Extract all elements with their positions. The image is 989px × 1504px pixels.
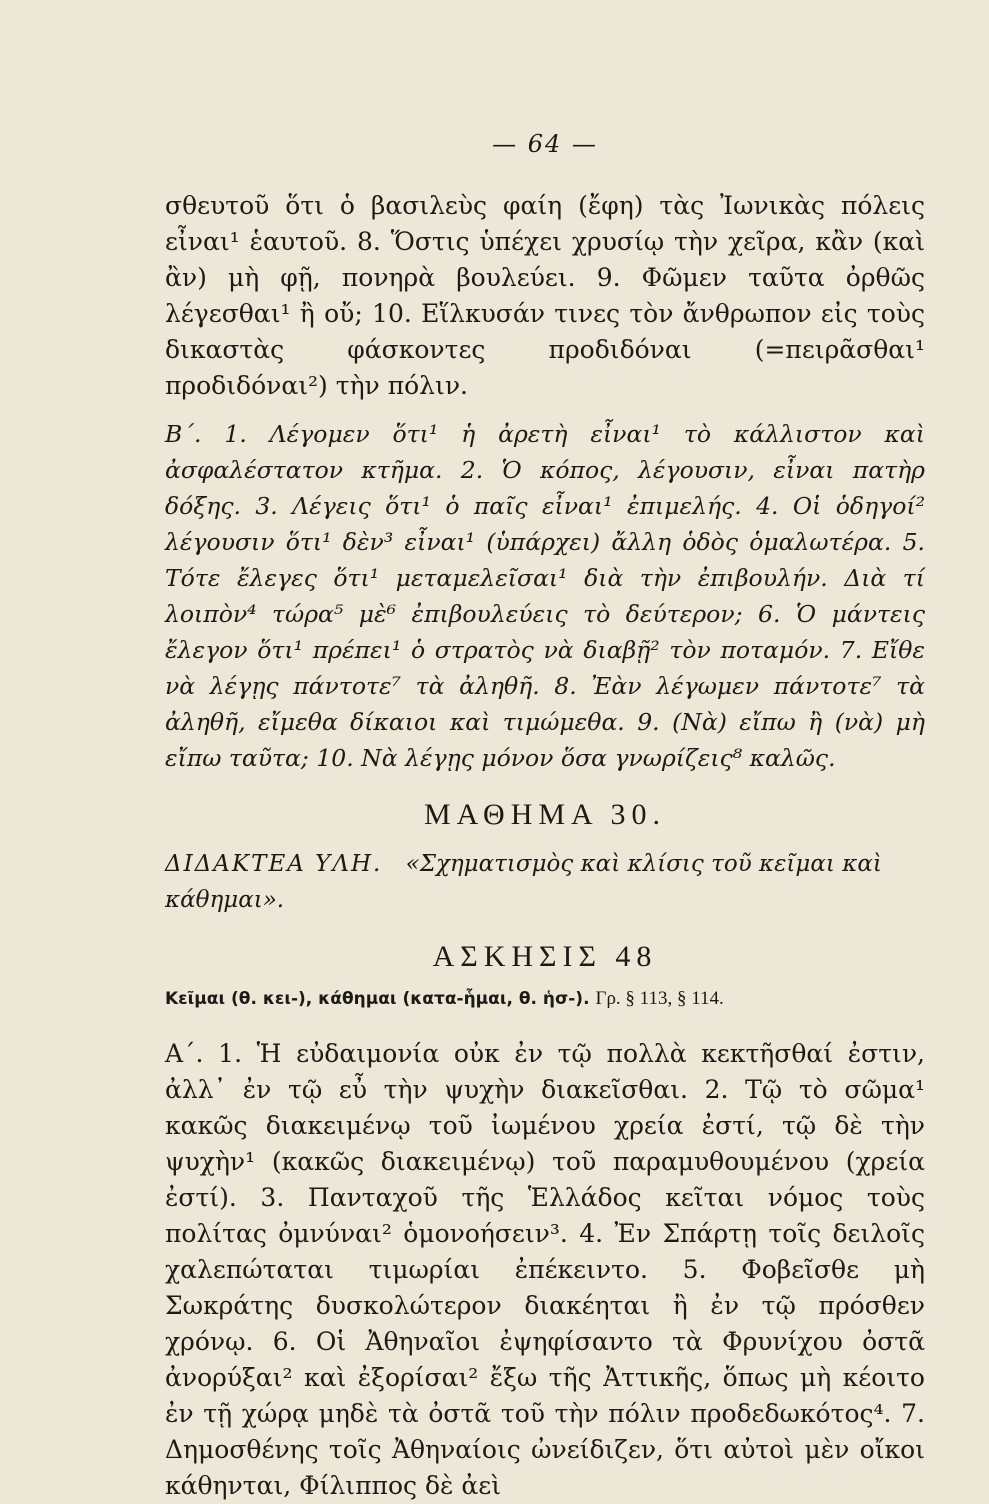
paragraph-section-b: Β΄. 1. Λέγομεν ὅτι¹ ἡ ἀρετὴ εἶναι¹ τὸ κάλλιστον καὶ ἀσφαλέστατον κτῆμα. 2. Ὁ κόπος, λέγουσιν, εἶναι πατὴρ δόξης. 3. Λέγεις ὅτι¹ ὁ παῖς εἶναι¹ ἐπιμελής. 4. Οἱ ὁδηγοί² λέγουσιν ὅτι¹ δὲν³ εἶναι¹ (ὑπάρχει) ἄλλη ὁδὸς ὁμαλωτέρα. 5. Τότε ἔλεγες ὅτι¹ μεταμελεῖσαι¹ διὰ τὴν ἐπιβουλήν. Διὰ τί λοιπὸν⁴ τώρα⁵ μὲ⁶ ἐπιβουλεύεις τὸ δεύτερον; 6. Ὁ μάντεις ἔλεγον ὅτι¹ πρέπει¹ ὁ στρατὸς νὰ διαβῇ² τὸν ποταμόν. 7. Εἴθε νὰ λέγῃς πάντοτε⁷ τὰ ἀληθῆ. 8. Ἐὰν λέγωμεν πάντοτε⁷ τὰ ἀληθῆ, εἴμεθα δίκαιοι καὶ τιμώμεθα. 9. (Νὰ) εἴπω ἢ (νὰ) μὴ εἴπω ταῦτα; 10. Νὰ λέγῃς μόνον ὅσα γνωρίζεις⁸ καλῶς.: [165, 420, 925, 772]
grammar-reference: Γρ. § 113, § 114.: [595, 988, 724, 1009]
paragraph-section-a: Α΄. 1. Ἡ εὐδαιμονία οὐκ ἐν τῷ πολλὰ κεκτῆσθαί ἐστιν, ἀλλ᾽ ἐν τῷ εὖ τὴν ψυχὴν διακεῖσθαι. 2. Τῷ τὸ σῶμα¹ κακῶς διακειμένῳ τοῦ ἰωμένου χρεία ἐστί, τῷ δὲ τὴν ψυχὴν¹ (κακῶς διακειμένῳ) τοῦ παραμυθουμένου (χρεία ἐστί). 3. Πανταχοῦ τῆς Ἑλλάδος κεῖται νόμος τοὺς πολίτας ὀμνύναι² ὁμονοήσειν³. 4. Ἐν Σπάρτῃ τοῖς δειλοῖς χαλεπώταται τιμωρίαι ἐπέκειντο. 5. Φοβεῖσθε μὴ Σωκράτης δυσκολώτερον διακέηται ἢ ἐν τῷ πρόσθεν χρόνῳ. 6. Οἱ Ἀθηναῖοι ἐψηφίσαντο τὰ Φρυνίχου ὀστᾶ ἀνορύξαι² καὶ ἐξορίσαι² ἔξω τῆς Ἀττικῆς, ὅπως μὴ κέοιτο ἐν τῇ χώρᾳ μηδὲ τὰ ὀστᾶ τοῦ τὴν πόλιν προδεδωκότος⁴. 7. Δημοσθένης τοῖς Ἀθηναίοις ὠνείδιζεν, ὅτι αὐτοὶ μὲν οἴκοι κάθηνται, Φίλιππος δὲ ἀεὶ: [165, 1039, 925, 1500]
didaktea-line: [165, 846, 925, 918]
forms-text: Κεῖμαι (θ. κει-), κάθημαι (κατα-ἧμαι, θ. ἡσ-).: [165, 989, 590, 1009]
lesson-heading: ΜΑΘΗΜΑ 30.: [423, 798, 667, 831]
didaktea-label: ΔΙΔΑΚΤΕΑ ΥΛΗ.: [165, 851, 383, 877]
forms-line: [165, 988, 925, 1010]
paragraph-continuation: σθευτοῦ ὅτι ὁ βασιλεὺς φαίη (ἔφη) τὰς Ἰωνικὰς πόλεις εἶναι¹ ἑαυτοῦ. 8. Ὅστις ὑπέχει χρυσίῳ τὴν χεῖρα, κἂν (καὶ ἂν) μὴ φῇ, πονηρὰ βουλεύει. 9. Φῶμεν ταῦτα ὀρθῶς λέγεσθαι¹ ἢ οὔ; 10. Εἵλκυσάν τινες τὸν ἄνθρωπον εἰς τοὺς δικαστὰς φάσκοντες προδιδόναι (=πειρᾶσθαι¹ προδιδόναι²) τὴν πόλιν.: [165, 191, 925, 400]
book-page: [165, 130, 925, 1504]
didaktea-text: «Σχηματισμὸς καὶ κλίσις τοῦ κεῖμαι καὶ κάθημαι».: [165, 851, 882, 913]
page-number: — 64 —: [492, 130, 598, 158]
exercise-heading: ΑΣΚΗΣΙΣ 48: [432, 940, 658, 973]
